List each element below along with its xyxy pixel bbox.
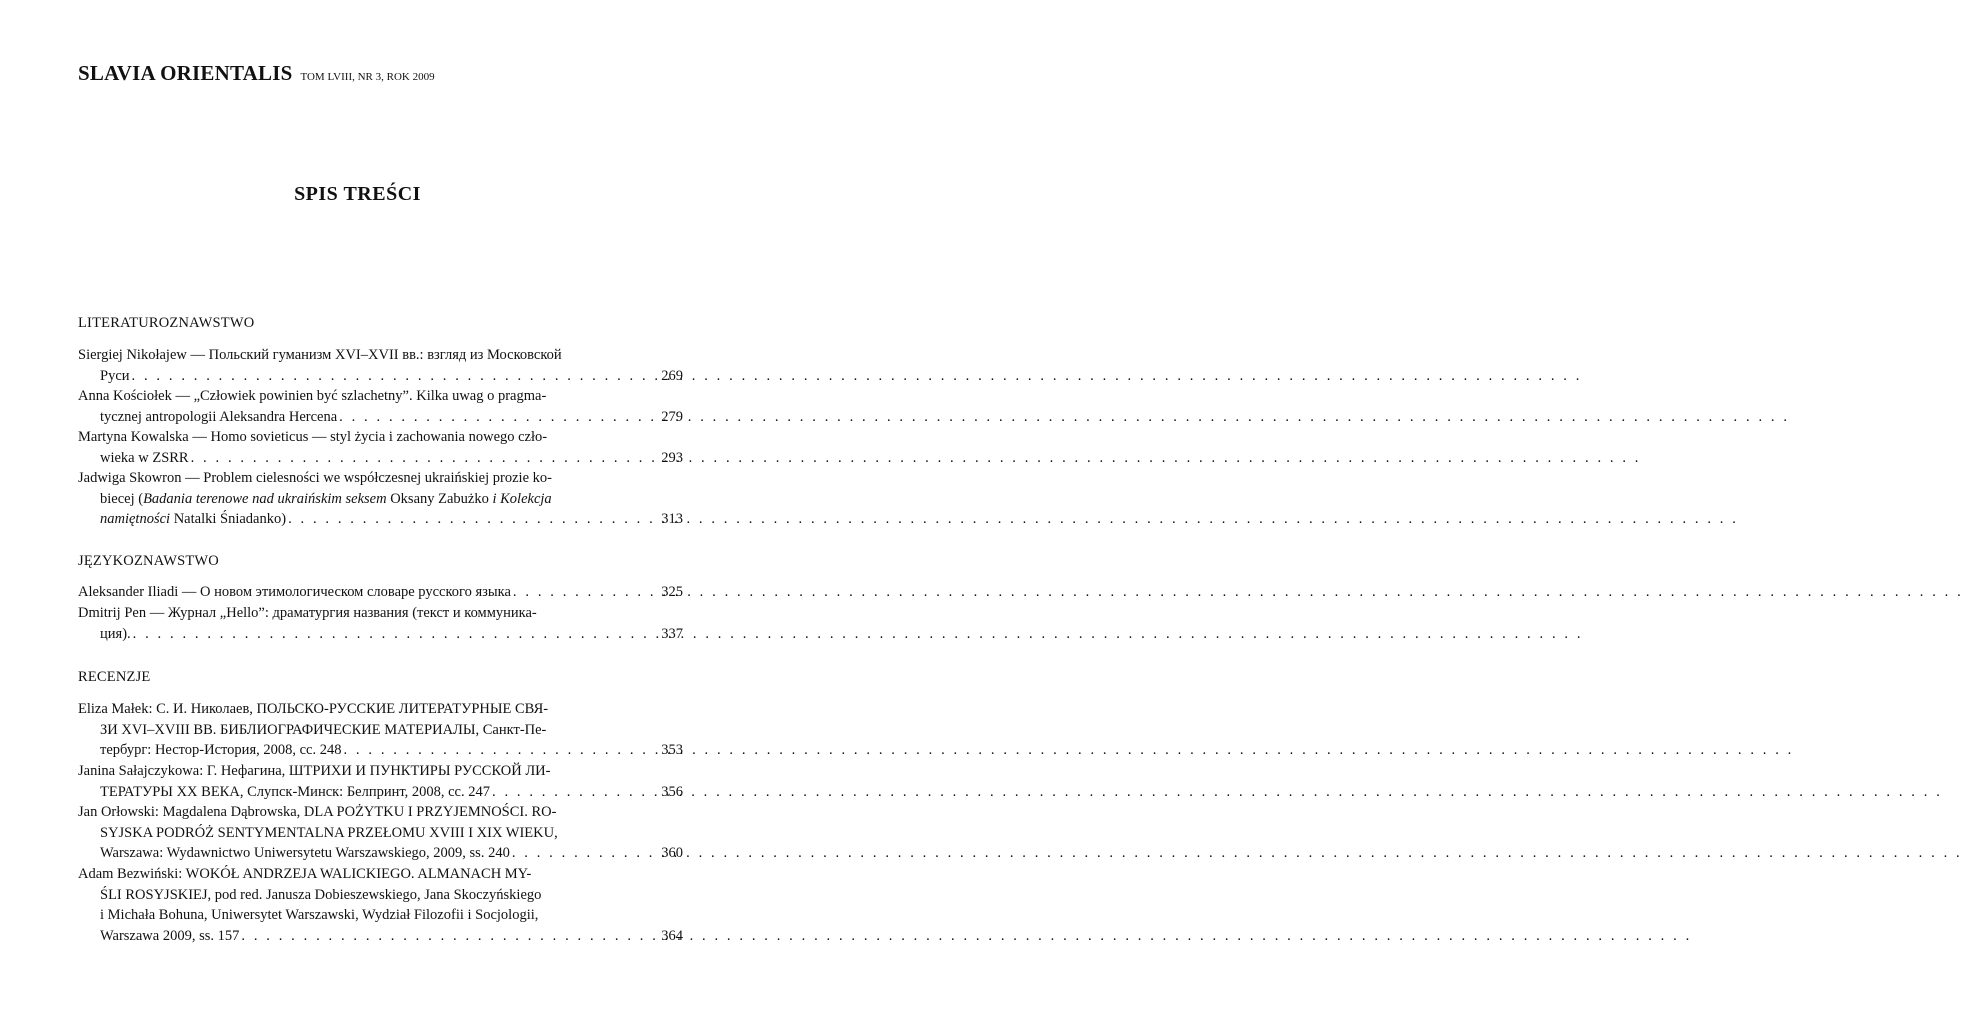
- section-heading-jezykoznawstwo: JĘZYKOZNAWSTWO: [78, 553, 219, 569]
- entry-line: [78, 509, 683, 530]
- page-number: 325: [661, 584, 683, 600]
- entry-line-text: Warszawa: Wydawnictwo Uniwersytetu Warszawskiego, 2009, ss. 240: [100, 845, 510, 861]
- dot-leader: [512, 843, 1962, 864]
- page-number: 356: [661, 783, 683, 800]
- toc-entry: [78, 699, 683, 761]
- entry-line: [78, 407, 683, 428]
- entry-line: [78, 582, 683, 603]
- toc-entry: [78, 468, 683, 530]
- dot-leader: [492, 782, 1942, 803]
- dot-leader: [339, 407, 1789, 428]
- entry-line: [78, 782, 683, 803]
- issue-info: TOM LVIII, NR 3, ROK 2009: [300, 71, 435, 83]
- page-number: 279: [661, 408, 683, 425]
- page-number: 337: [661, 625, 683, 642]
- entry-title-italic: Badania terenowe nad ukraińskim seksem: [143, 490, 387, 507]
- entry-line: Anna Kościołek — „Człowiek powinien być szlachetny”. Kilka uwag o pragma-: [78, 388, 547, 404]
- dot-leader: [513, 582, 1963, 603]
- page-number: 313: [661, 511, 683, 527]
- entry-line: [78, 926, 683, 947]
- entry-text: biecej (: [100, 490, 144, 507]
- entry-line-text: ция).: [100, 625, 131, 642]
- journal-title: SLAVIA ORIENTALIS: [78, 61, 293, 85]
- entry-line: [78, 366, 683, 387]
- journal-header: [78, 61, 435, 86]
- dot-leader: [133, 624, 1583, 645]
- entry-line: Janina Sałajczykowa: Г. Нефагина, ШТРИХИ И ПУНКТИРЫ РУССКОЙ ЛИ-: [78, 763, 551, 779]
- entry-text: Oksany Zabużko: [386, 490, 493, 507]
- entry-line-text: Warszawa 2009, ss. 157: [100, 927, 240, 944]
- entry-line-text: tycznej antropologii Aleksandra Hercena: [100, 408, 338, 425]
- toc-entry: [78, 345, 683, 386]
- page-number: 269: [661, 367, 683, 384]
- dot-leader: [288, 509, 1738, 530]
- toc-entry: [78, 582, 683, 603]
- page-number: 360: [661, 845, 683, 861]
- entry-line: [78, 740, 683, 761]
- toc-entry: [78, 603, 683, 644]
- toc-entry: [78, 386, 683, 427]
- entry-line: ЗИ XVI–XVIII ВВ. БИБЛИОГРАФИЧЕСКИЕ МАТЕРИАЛЫ, Санкт-Пе-: [100, 721, 547, 738]
- entry-line: [78, 448, 683, 469]
- section-heading-literaturoznawstwo: LITERATUROZNAWSTWO: [78, 315, 255, 331]
- entry-line-text: [100, 509, 286, 530]
- dot-leader: [241, 926, 1691, 947]
- section-heading-recenzje: RECENZJE: [78, 669, 151, 685]
- page-title: SPIS TREŚCI: [294, 183, 421, 205]
- page-number: 353: [661, 742, 683, 758]
- dot-leader: [132, 366, 1582, 387]
- toc-entry: [78, 427, 683, 468]
- entry-line: Jadwiga Skowron — Problem cielesności we współczesnej ukraińskiej prozie ko-: [78, 470, 552, 486]
- entry-line: Eliza Małek: С. И. Николаев, ПОЛЬСКО-РУССКИЕ ЛИТЕРАТУРНЫЕ СВЯ-: [78, 701, 549, 717]
- dot-leader: [191, 448, 1641, 469]
- page-number: 293: [661, 449, 683, 466]
- entry-title-italic: i Kolekcja: [492, 490, 552, 507]
- toc-entry: [78, 864, 683, 946]
- entry-line: Martyna Kowalska — Homo sovieticus — styl życia i zachowania nowego czło-: [78, 429, 548, 445]
- entry-line: Jan Orłowski: Magdalena Dąbrowska, DLA POŻYTKU I PRZYJEMNOŚCI. RO-: [78, 804, 557, 820]
- entry-line-text: wieka w ZSRR: [100, 449, 189, 466]
- entry-line: Adam Bezwiński: WOKÓŁ ANDRZEJA WALICKIEGO. ALMANACH MY-: [78, 866, 532, 882]
- entry-line: [78, 843, 683, 864]
- toc-entry: [78, 761, 683, 802]
- entry-line: Dmitrij Pen — Журнал „Hello”: драматургия названия (текст и коммуника-: [78, 605, 537, 621]
- entry-title-italic: namiętności: [100, 511, 171, 527]
- entry-line-text: Руси: [100, 367, 130, 384]
- entry-text: Natalki Śniadanko): [170, 511, 287, 527]
- page-number: 364: [661, 927, 683, 944]
- toc-entry: [78, 802, 683, 864]
- entry-line: [78, 489, 664, 510]
- entry-line: [78, 624, 683, 645]
- entry-line-text: тербург: Нестор-История, 2008, сс. 248: [100, 742, 342, 758]
- entry-line-text: ТЕРАТУРЫ XX ВЕКА, Слупск-Минск: Белпринт, 2008, сс. 247: [100, 783, 490, 800]
- dot-leader: [343, 740, 1793, 761]
- entry-line: ŚLI ROSYJSKIEJ, pod red. Janusza Dobieszewskiego, Jana Skoczyńskiego: [100, 886, 542, 903]
- entry-line: Siergiej Nikołajew — Польский гуманизм XVI–XVII вв.: взгляд из Московской: [78, 347, 562, 363]
- entry-line: SYJSKA PODRÓŻ SENTYMENTALNA PRZEŁOMU XVIII I XIX WIEKU,: [100, 824, 558, 841]
- entry-line-text: Aleksander Iliadi — О новом этимологическом словаре русского языка: [78, 584, 511, 600]
- entry-line: i Michała Bohuna, Uniwersytet Warszawski, Wydział Filozofii i Socjologii,: [100, 907, 539, 923]
